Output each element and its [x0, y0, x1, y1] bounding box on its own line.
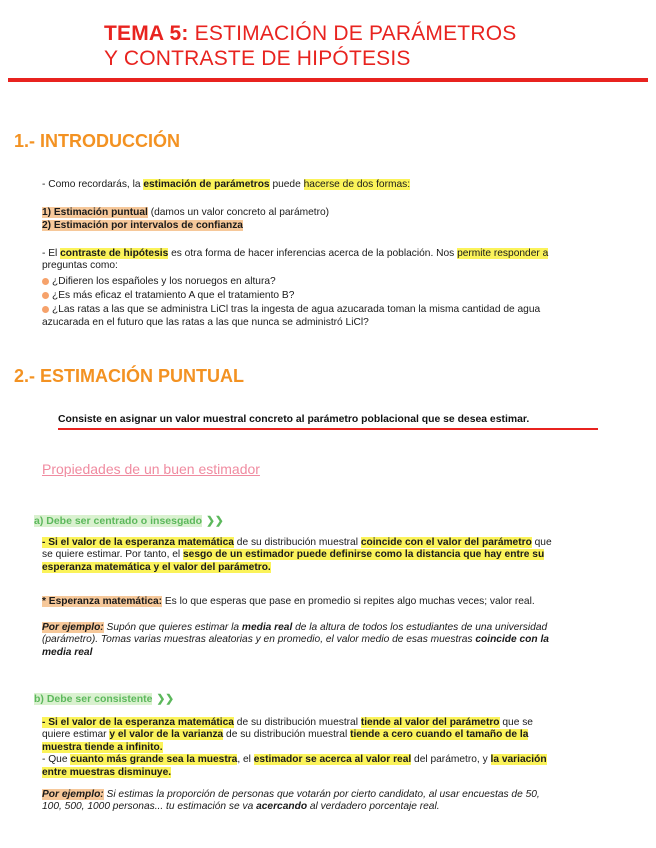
text: Si estimas la proporción de personas que votarán por cierto candidato, al usar encuestas de 50,	[103, 789, 540, 800]
question-2	[42, 290, 294, 302]
highlight: hacerse de dos formas:	[303, 179, 411, 190]
esperanza-note	[42, 596, 535, 608]
intro-item-2	[42, 220, 243, 232]
text: es otra forma de hacer inferencias acerca de la población. Nos	[168, 248, 458, 259]
text: al verdadero porcentaje real.	[307, 801, 440, 813]
bullet-icon	[42, 292, 49, 299]
property-a-paragraph	[42, 537, 634, 574]
highlight: estimador se acerca al valor real	[253, 754, 412, 766]
chevron-right-icon: ❯❯	[156, 693, 175, 705]
highlight: 1) Estimación puntual	[42, 207, 148, 218]
intro-paragraph-2	[42, 248, 632, 273]
text: - Que	[42, 754, 71, 766]
text: puede	[269, 179, 304, 190]
question-3-cont: azucarada en el futuro que las ratas a las que nunca se administró LiCl?	[42, 317, 369, 328]
text: ¿Las ratas a las que se administra LiCl tras la ingesta de agua azucarada toman la misma cantidad de agua	[52, 304, 541, 315]
page-title	[104, 22, 516, 46]
bullet-icon	[42, 278, 49, 285]
properties-heading: Propiedades de un buen estimador	[42, 461, 260, 477]
highlight: entre muestras disminuye.	[42, 766, 172, 778]
question-3	[42, 304, 540, 316]
text: de su distribución muestral	[223, 729, 351, 741]
highlight: estimación de parámetros	[143, 179, 270, 190]
highlight: muestra tiende a infinito.	[42, 741, 163, 753]
text: que	[531, 537, 552, 548]
chevron-right-icon: ❯❯	[206, 515, 224, 527]
highlight: coincide con el valor del parámetro	[360, 537, 532, 548]
text: coincide con la	[475, 634, 549, 646]
bullet-icon	[42, 306, 49, 313]
text: que se	[499, 717, 533, 728]
text: media real	[241, 622, 293, 633]
title-bold: TEMA 5:	[104, 22, 189, 45]
highlight: sesgo de un estimador puede definirse como la distancia que hay entre su	[183, 549, 545, 561]
highlight: - Si el valor de la esperanza matemática	[42, 717, 234, 728]
highlight: contraste de hipótesis	[60, 248, 169, 259]
title-rest: ESTIMACIÓN DE PARÁMETROS	[188, 22, 517, 45]
definition-text: Consiste en asignar un valor muestral concreto al parámetro poblacional que se desea estimar.	[58, 414, 530, 425]
text: Supón que quieres estimar la	[103, 622, 242, 633]
text: preguntas como:	[42, 260, 118, 272]
section-heading-puntual: 2.- ESTIMACIÓN PUNTUAL	[14, 366, 245, 386]
text: del parámetro, y	[411, 754, 491, 766]
highlight: - Si el valor de la esperanza matemática	[42, 537, 234, 548]
text: (parámetro). Tomas varias muestras aleatorias y en promedio, el valor medio de esas muestras	[42, 634, 476, 646]
text: , el	[237, 754, 254, 766]
highlight: Por ejemplo:	[42, 622, 104, 633]
definition-underline	[58, 428, 598, 430]
text: - El	[42, 248, 61, 259]
text: ¿Difieren los españoles y los noruegos en altura?	[52, 276, 276, 287]
highlight: permite responder a	[457, 248, 549, 259]
page-title-line2: Y CONTRASTE DE HIPÓTESIS	[104, 47, 411, 70]
example-a	[42, 622, 634, 659]
property-b-paragraph	[42, 717, 634, 779]
title-divider	[8, 78, 648, 82]
text: - Como recordarás, la	[42, 179, 144, 190]
text: de su distribución muestral	[233, 537, 361, 548]
question-1	[42, 276, 276, 288]
example-b	[42, 789, 634, 814]
highlight: Por ejemplo:	[42, 789, 104, 800]
heading-text: b) Debe ser consistente	[34, 693, 153, 705]
text: Es lo que esperas que pase en promedio si repites algo muchas veces; valor real.	[162, 596, 535, 607]
text: de la altura de todos los estudiantes de una universidad	[292, 622, 548, 633]
property-a-heading	[34, 511, 224, 529]
text: 100, 500, 1000 personas... tu estimación se va	[42, 801, 257, 813]
highlight: tiende al valor del parámetro	[360, 717, 500, 728]
text: acercando	[256, 801, 308, 813]
text: media real	[42, 646, 93, 658]
highlight: cuanto más grande sea la muestra	[70, 754, 238, 766]
highlight: la variación	[490, 754, 547, 766]
text: ¿Es más eficaz el tratamiento A que el tratamiento B?	[52, 290, 295, 301]
text: se quiere estimar. Por tanto, el	[42, 549, 183, 561]
text: quiere estimar	[42, 729, 110, 741]
highlight: tiende a cero cuando el tamaño de la	[350, 729, 529, 741]
text: (damos un valor concreto al parámetro)	[147, 207, 330, 218]
section-heading-intro: 1.- INTRODUCCIÓN	[14, 131, 180, 151]
intro-item-1	[42, 207, 329, 219]
highlight: * Esperanza matemática:	[42, 596, 163, 607]
text: de su distribución muestral	[233, 717, 361, 728]
highlight: 2) Estimación por intervalos de confianza	[42, 220, 243, 231]
heading-text: a) Debe ser centrado o insesgado	[34, 515, 203, 527]
property-b-heading	[34, 689, 174, 707]
highlight: y el valor de la varianza	[109, 729, 224, 741]
highlight: esperanza matemática y el valor del parámetro.	[42, 561, 271, 573]
intro-paragraph-1	[42, 179, 410, 191]
